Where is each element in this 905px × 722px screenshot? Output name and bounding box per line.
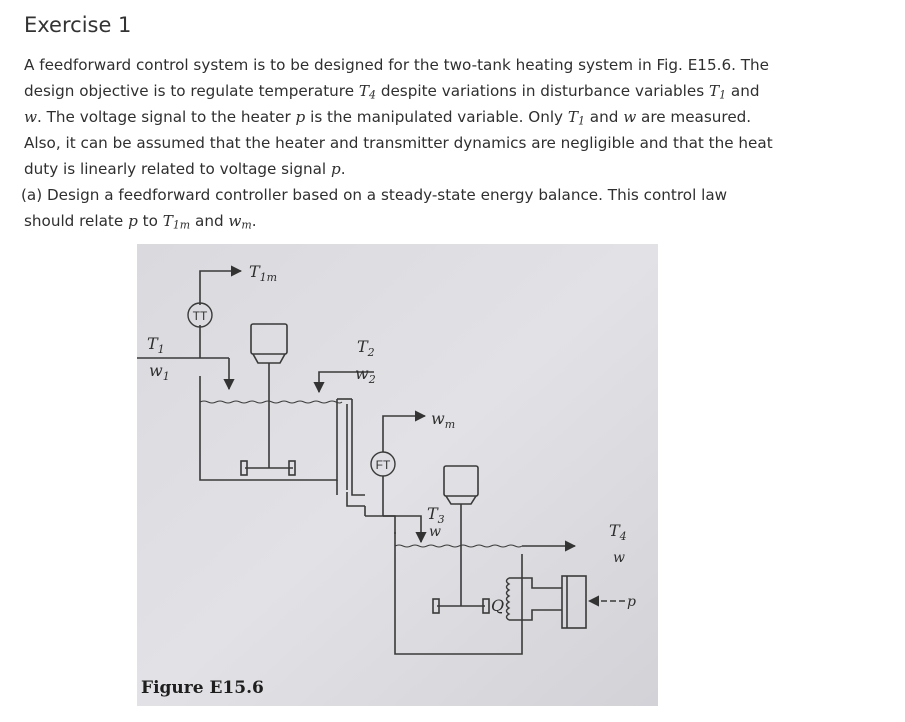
figure-background xyxy=(137,244,658,706)
tt-label: TT xyxy=(192,309,208,323)
ft-transmitter xyxy=(371,452,395,476)
ft-label: FT xyxy=(375,458,391,472)
symbol-t1: $T_1$ xyxy=(567,108,585,128)
symbol-w: w xyxy=(24,108,37,126)
label-w1: $w_1$ xyxy=(149,361,170,383)
symbol-p: p xyxy=(128,212,138,230)
label-t2: $T_2$ xyxy=(357,337,375,359)
figure-two-tank-heating-system xyxy=(137,244,658,706)
statement-line-5: duty is linearly related to voltage signal p. xyxy=(24,160,346,178)
symbol-p: p xyxy=(330,160,341,178)
label-w-outlet: w xyxy=(613,550,625,566)
problem-statement xyxy=(21,52,794,234)
label-q: Q xyxy=(491,596,505,615)
label-w-tank2-inlet: w xyxy=(429,524,441,540)
statement-line-2: design objective is to regulate temperature $T_4$ despite variations in disturbance variables $T_1$ and xyxy=(24,82,760,102)
statement-line-1: A feedforward control system is to be designed for the two-tank heating system in Fig. E15.6. The xyxy=(24,56,770,74)
symbol-t1m: $T_{1m}$ xyxy=(162,212,191,232)
label-t3: $T_3$ xyxy=(427,504,445,526)
label-w2: $w_2$ xyxy=(355,364,376,386)
symbol-t4: $T_4$ xyxy=(358,82,376,102)
label-t4: $T_4$ xyxy=(609,521,627,543)
statement-line-7: should relate p to $T_{1m}$ and $w_m$. xyxy=(24,212,257,232)
symbol-w: w xyxy=(623,108,637,126)
statement-line-3: w. The voltage signal to the heater p is the manipulated variable. Only $T_1$ and w are measured. xyxy=(24,108,752,128)
exercise-title: Exercise 1 xyxy=(24,13,132,37)
label-p: p xyxy=(627,594,636,610)
process-diagram xyxy=(137,244,658,706)
label-wm: $w_m$ xyxy=(431,409,456,431)
symbol-wm: $w_m$ xyxy=(228,212,252,232)
statement-line-4: Also, it can be assumed that the heater and transmitter dynamics are negligible and that the heat xyxy=(24,134,773,152)
label-t1: $T_1$ xyxy=(147,334,165,356)
figure-caption: Figure E15.6 xyxy=(141,678,264,698)
symbol-p: p xyxy=(295,108,306,126)
symbol-t1: $T_1$ xyxy=(708,82,727,102)
label-t1m: $T_{1m}$ xyxy=(249,262,278,284)
statement-line-6: (a) Design a feedforward controller based on a steady-state energy balance. This control law xyxy=(21,186,728,204)
